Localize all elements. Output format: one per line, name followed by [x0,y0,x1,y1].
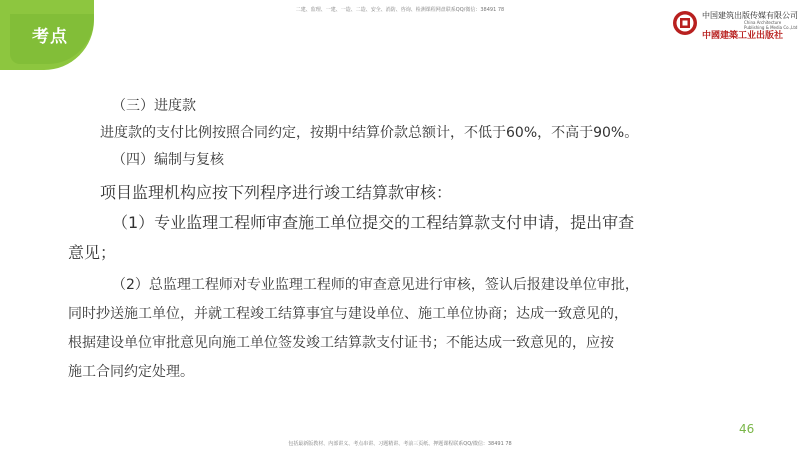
page-number: 46 [739,422,755,436]
procedure-step-1-continued: 意见； [68,243,117,262]
procedure-step-2-line-4: 施工合同约定处理。 [68,364,194,380]
publisher-name-english: China Architecture Publishing & Media Co.,Ltd [744,20,798,30]
procedure-step-2-line-2: 同时抄送施工单位，并就工程竣工结算事宜与建设单位、施工单位协商；达成一致意见的， [68,306,628,322]
procedure-step-2-line-3: 根据建设单位审批意见向施工单位签发竣工结算款支付证书；不能达成一致意见的，应按 [68,335,614,351]
procedure-step-2: （2）总监理工程师对专业监理工程师的审查意见进行审核，签认后报建设单位审批， [112,277,639,293]
procedure-step-1: （1）专业监理工程师审查施工单位提交的工程结算款支付申请，提出审查 [112,213,635,232]
top-watermark-note: 二建、监理、一建、一造、二造、安全、消防、咨询、检测课程网盘联系QQ/微信：38491 78 [295,7,505,13]
publisher-name: 中国建筑出版传媒有限公司 [702,11,798,20]
footer-watermark-note: 包括最新版教材、内部讲义、考点串讲、习题精讲、考前三页纸、押题课程联系QQ/微信：38491 78 [288,441,512,447]
publisher-calligraphy-name: 中國建築工业出版社 [702,31,784,41]
paragraph-progress-payment: 进度款的支付比例按照合同约定，按期中结算价款总额计，不低于60%，不高于90%。 [100,125,639,141]
publisher-branding [672,8,796,40]
publisher-logo-icon [672,10,698,36]
section-title: 考点 [32,27,68,47]
paragraph-review-procedure: 项目监理机构应按下列程序进行竣工结算款审核： [100,183,453,202]
subheading-compile-review: （四）编制与复核 [112,152,224,168]
subheading-progress-payment: （三）进度款 [112,98,196,114]
